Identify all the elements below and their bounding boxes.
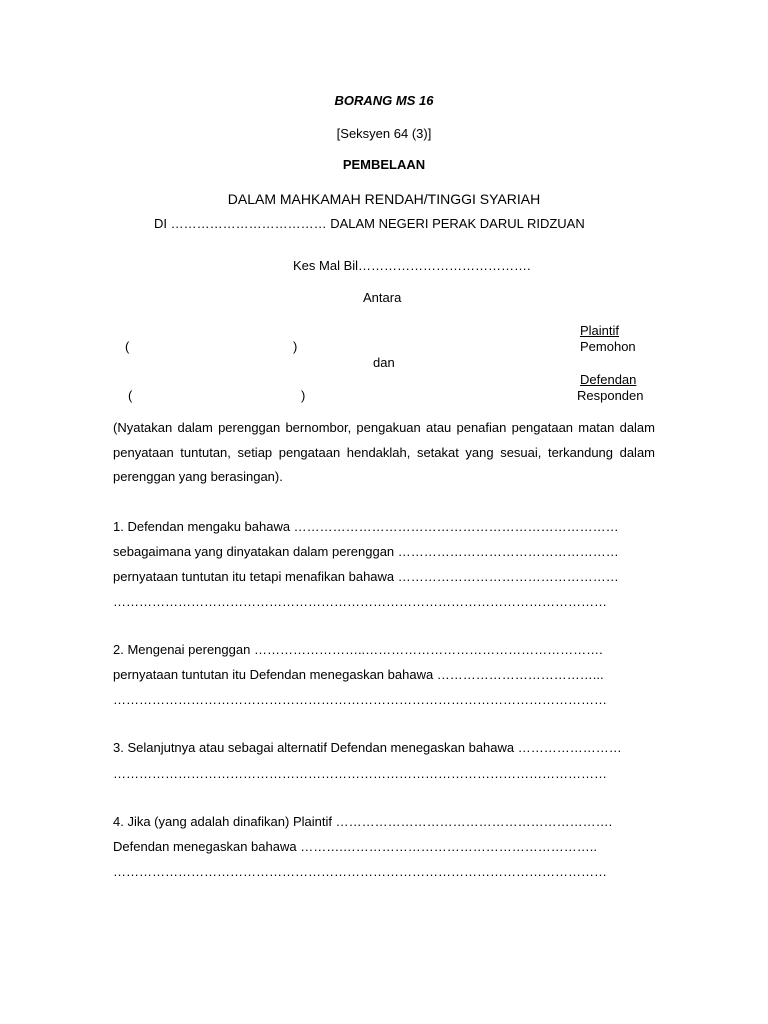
paragraph-1-line-1: 1. Defendan mengaku bahawa ………………………………………………………………… [113,519,619,534]
and-label: dan [373,355,395,370]
role-plaintiff: Plaintif [580,323,620,338]
plaintiff-name-close-bracket: ) [293,339,298,354]
form-heading: PEMBELAAN [342,157,426,172]
role-respondent: Responden [577,388,644,403]
role-applicant: Pemohon [580,339,636,354]
court-location: DI ……………………………… DALAM NEGERI PERAK DARUL RIDZUAN [154,216,585,231]
between-label: Antara [363,290,402,305]
paragraph-4-line-3: …………………………………………………………………………………………………… [113,864,607,879]
instruction-text: (Nyatakan dalam perenggan bernombor, pengakuan atau penafian pengataan matan dalam penyataan tuntutan, setiap pengataan hendaklah, setakat yang sesuai, terkandung dalam perenggan yang berasingan). [113,420,655,484]
paragraph-2-line-3: …………………………………………………………………………………………………… [113,692,607,707]
defendant-name-open-bracket: ( [128,388,133,403]
court-name: DALAM MAHKAMAH RENDAH/TINGGI SYARIAH [227,191,541,207]
paragraph-1-line-3: pernyataan tuntutan itu tetapi menafikan bahawa …………………………………………… [113,569,619,584]
defendant-name-close-bracket: ) [301,388,306,403]
paragraph-2-line-2: pernyataan tuntutan itu Defendan menegaskan bahawa ………………………………... [113,667,604,682]
plaintiff-name-open-bracket: ( [125,339,130,354]
paragraph-4-line-1: 4. Jika (yang adalah dinafikan) Plaintif ………………………………………………………. [113,814,613,829]
paragraph-1-line-4: …………………………………………………………………………………………………… [113,594,607,609]
role-defendant: Defendan [580,372,637,387]
paragraph-4-line-2: Defendan menegaskan bahawa ……….………………………………………………….. [113,839,598,854]
form-title: BORANG MS 16 [334,93,434,108]
paragraph-3-line-1: 3. Selanjutnya atau sebagai alternatif Defendan menegaskan bahawa …………………… [113,740,622,755]
section-reference: [Seksyen 64 (3)] [336,126,432,141]
paragraph-3-line-2: …………………………………………………………………………………………………… [113,766,607,781]
paragraph-2-line-1: 2. Mengenai perenggan ……………………..………………………………………………. [113,642,603,657]
paragraph-1-line-2: sebagaimana yang dinyatakan dalam perenggan …………………………………………… [113,544,619,559]
case-number: Kes Mal Bil…………………………………. [293,258,531,273]
